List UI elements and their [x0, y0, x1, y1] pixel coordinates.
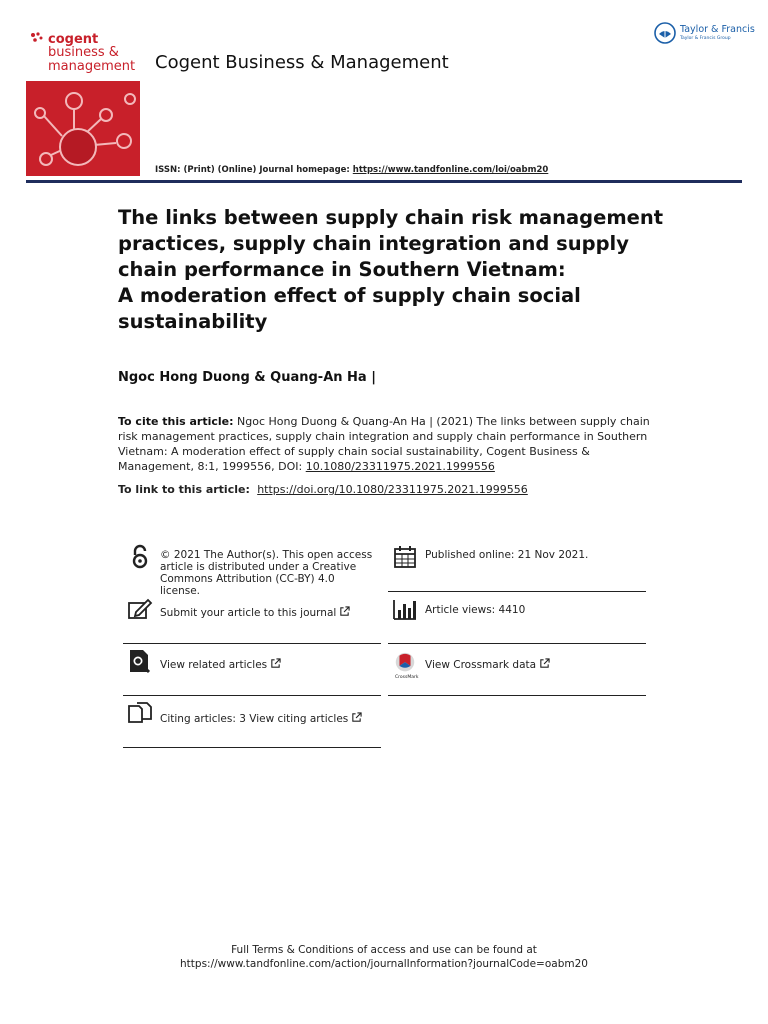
terms-line1: Full Terms & Conditions of access and use can be found at — [231, 944, 537, 956]
citing-documents-icon — [127, 700, 153, 726]
external-link-icon — [270, 658, 281, 669]
cell-divider — [388, 695, 646, 696]
crossmark-badge-label: CrossMark — [395, 675, 419, 680]
related-articles-label: View related articles — [160, 659, 268, 671]
title-line: A moderation effect of supply chain social — [118, 284, 581, 307]
calendar-icon — [392, 544, 418, 570]
citing-articles-label: Citing articles: 3 View citing articles — [160, 713, 349, 725]
external-link-icon — [539, 658, 550, 669]
article-doi-link[interactable]: https://doi.org/10.1080/23311975.2021.1999556 — [257, 483, 528, 496]
edit-icon — [127, 596, 153, 622]
external-link-icon — [339, 606, 350, 617]
doi-link[interactable]: 10.1080/23311975.2021.1999556 — [305, 460, 495, 473]
license-text: © 2021 The Author(s). This open access article is distributed under a Creative Commons Attribution (CC-BY) 4.0 license. — [160, 549, 373, 597]
license-cell — [123, 540, 381, 597]
taylor-francis-group: Taylor & Francis Group — [680, 36, 731, 41]
bar-chart-icon — [392, 596, 418, 622]
cogent-logo-icon — [30, 32, 44, 46]
search-document-icon — [127, 648, 153, 674]
title-line: sustainability — [118, 310, 268, 333]
crossmark-icon — [392, 652, 418, 676]
journal-cover-image — [26, 81, 140, 176]
related-articles-link[interactable] — [160, 658, 375, 671]
cite-text: Ngoc Hong Duong & Quang-An Ha | (2021) The links between supply chain risk management practices, supply chain integration and supply chain performance in Southern Vietnam: A moderation effect of supply chain social sustainability, Cogent Business & Management, 8:1, 1999556, DOI: — [118, 415, 650, 473]
crossmark-cell[interactable] — [388, 644, 646, 696]
citing-articles-cell[interactable] — [123, 696, 381, 748]
title-line: chain performance in Southern Vietnam: — [118, 258, 566, 281]
cite-label: To cite this article: — [118, 415, 234, 428]
taylor-francis-logo[interactable] — [654, 20, 755, 48]
journal-name[interactable]: Cogent Business & Management — [155, 52, 449, 73]
terms-url[interactable]: https://www.tandfonline.com/action/journalInformation?journalCode=oabm20 — [180, 958, 588, 970]
citation-block — [118, 414, 658, 474]
submit-article-link[interactable] — [160, 606, 375, 619]
header-divider — [26, 180, 742, 183]
taylor-francis-icon — [654, 22, 676, 44]
terms-footer — [0, 943, 768, 971]
title-line: The links between supply chain risk management — [118, 206, 664, 229]
article-authors: Ngoc Hong Duong & Quang-An Ha | — [118, 370, 376, 385]
cogent-logo-line3: management — [48, 59, 136, 74]
issn-label: ISSN: (Print) (Online) Journal homepage: — [155, 165, 353, 175]
published-date: Published online: 21 Nov 2021. — [425, 549, 589, 561]
published-cell — [388, 540, 646, 592]
crossmark-label: View Crossmark data — [425, 659, 537, 671]
article-link-block — [118, 483, 528, 496]
article-views-cell — [388, 592, 646, 644]
cell-divider — [123, 747, 381, 748]
article-views: Article views: 4410 — [425, 604, 526, 616]
crossmark-link[interactable] — [425, 658, 640, 671]
external-link-icon — [351, 712, 362, 723]
title-line: practices, supply chain integration and supply — [118, 232, 629, 255]
submit-article-cell[interactable] — [123, 592, 381, 644]
taylor-francis-name: Taylor & Francis — [680, 24, 755, 35]
cogent-logo — [30, 32, 140, 74]
submit-article-label: Submit your article to this journal — [160, 607, 337, 619]
citing-articles-link[interactable] — [160, 712, 375, 725]
issn-line — [155, 165, 548, 175]
link-label: To link to this article: — [118, 483, 254, 496]
cogent-logo-word: cogent — [48, 32, 99, 47]
related-articles-cell[interactable] — [123, 644, 381, 696]
journal-homepage-link[interactable]: https://www.tandfonline.com/loi/oabm20 — [352, 165, 549, 175]
cogent-logo-line2: business & — [48, 45, 119, 60]
open-access-icon — [127, 544, 153, 570]
article-title — [118, 205, 678, 335]
